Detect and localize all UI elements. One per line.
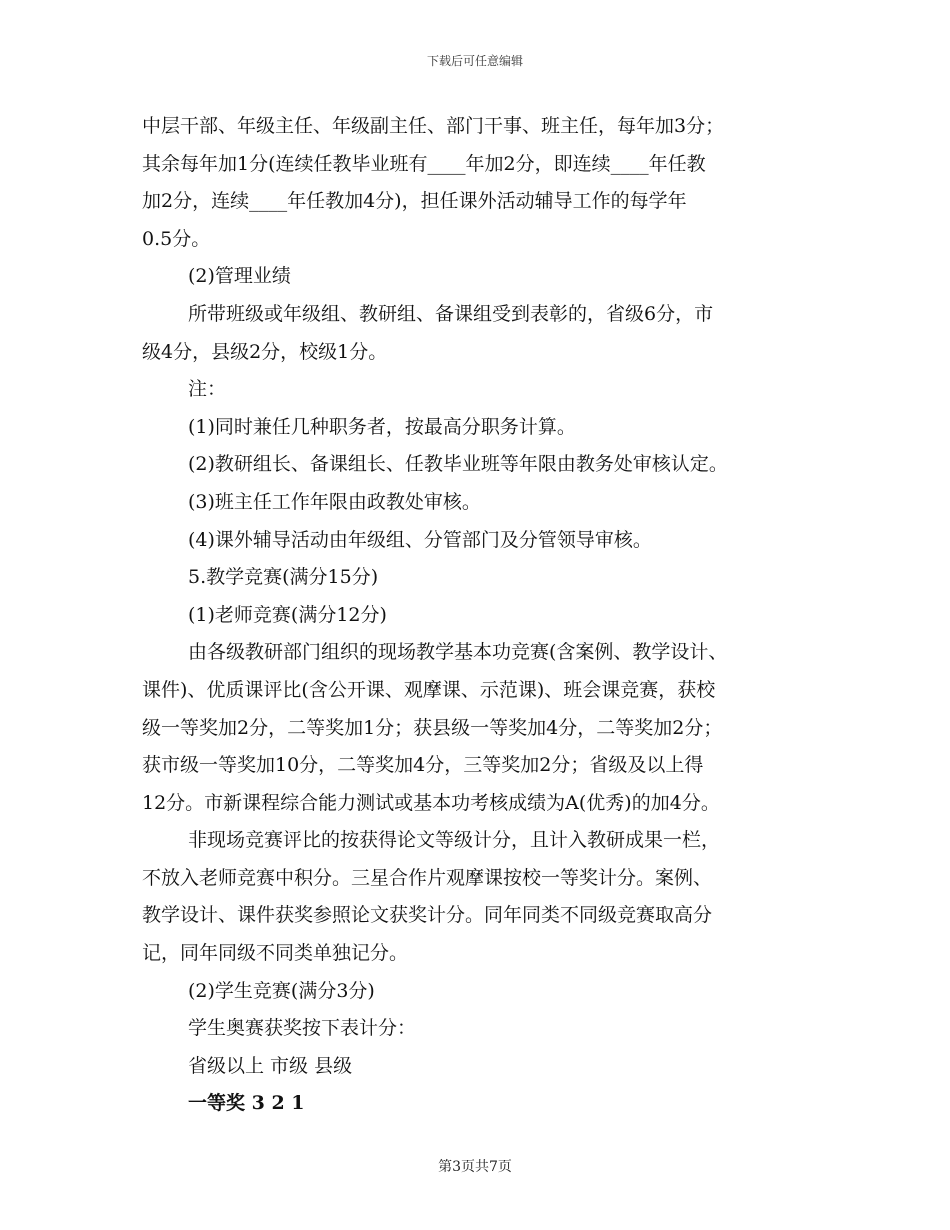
note-item: (3)班主任工作年限由政教处审核。 [188,490,481,513]
text-line: 12分。市新课程综合能力测试或基本功考核成绩为A(优秀)的加4分。 [142,791,720,814]
text-line: 学生奥赛获奖按下表计分： [188,1017,417,1040]
section-heading: (2)管理业绩 [188,265,291,288]
text-line: 级一等奖加2分，二等奖加1分；获县级一等奖加4分，二等奖加2分； [142,716,723,739]
page-footer: 第3页共7页 [438,1159,512,1175]
note-item: (1)同时兼任几种职务者，按最高分职务计算。 [188,415,576,438]
text-line: 中层干部、年级主任、年级副主任、部门干事、班主任，每年加3分； [142,115,725,137]
text-line: 由各级教研部门组织的现场教学基本功竞赛(含案例、教学设计、 [188,641,728,664]
text-line: 非现场竞赛评比的按获得论文等级计分，且计入教研成果一栏， [188,829,721,852]
note-heading: 注： [188,378,227,401]
text-line: 级4分，县级2分，校级1分。 [142,340,388,363]
text-line: 加2分，连续____年任教加4分)，担任课外活动辅导工作的每学年 [142,190,687,213]
subsection-heading: (1)老师竞赛(满分12分) [188,603,387,626]
document-body [142,108,810,1123]
text-line: 记，同年同级不同类单独记分。 [142,942,409,965]
page-header: 下载后可任意编辑 [426,54,523,68]
text-line: 课件)、优质课评比(含公开课、观摩课、示范课)、班会课竞赛，获校 [142,678,716,701]
text-line: 其余每年加1分(连续任教毕业班有____年加2分，即连续____年任教 [142,152,706,175]
text-line: 0.5分。 [142,227,211,250]
text-line: 不放入老师竞赛中积分。三星合作片观摩课按校一等奖计分。案例、 [142,866,713,889]
note-item: (2)教研组长、备课组长、任教毕业班等年限由教务处审核认定。 [188,453,728,476]
text-line: 获市级一等奖加10分，二等奖加4分，三等奖加2分；省级及以上得 [142,754,704,777]
table-header-row: 省级以上 市级 县级 [188,1054,353,1077]
note-item: (4)课外辅导活动由年级组、分管部门及分管领导审核。 [188,528,652,551]
table-row: 一等奖 3 2 1 [188,1092,305,1115]
text-line: 教学设计、课件获奖参照论文获奖计分。同年同类不同级竞赛取高分 [142,904,713,927]
subsection-heading: (2)学生竞赛(满分3分) [188,979,375,1002]
section-heading: 5.教学竞赛(满分15分) [188,566,379,589]
text-line: 所带班级或年级组、教研组、备课组受到表彰的，省级6分，市 [188,302,714,325]
